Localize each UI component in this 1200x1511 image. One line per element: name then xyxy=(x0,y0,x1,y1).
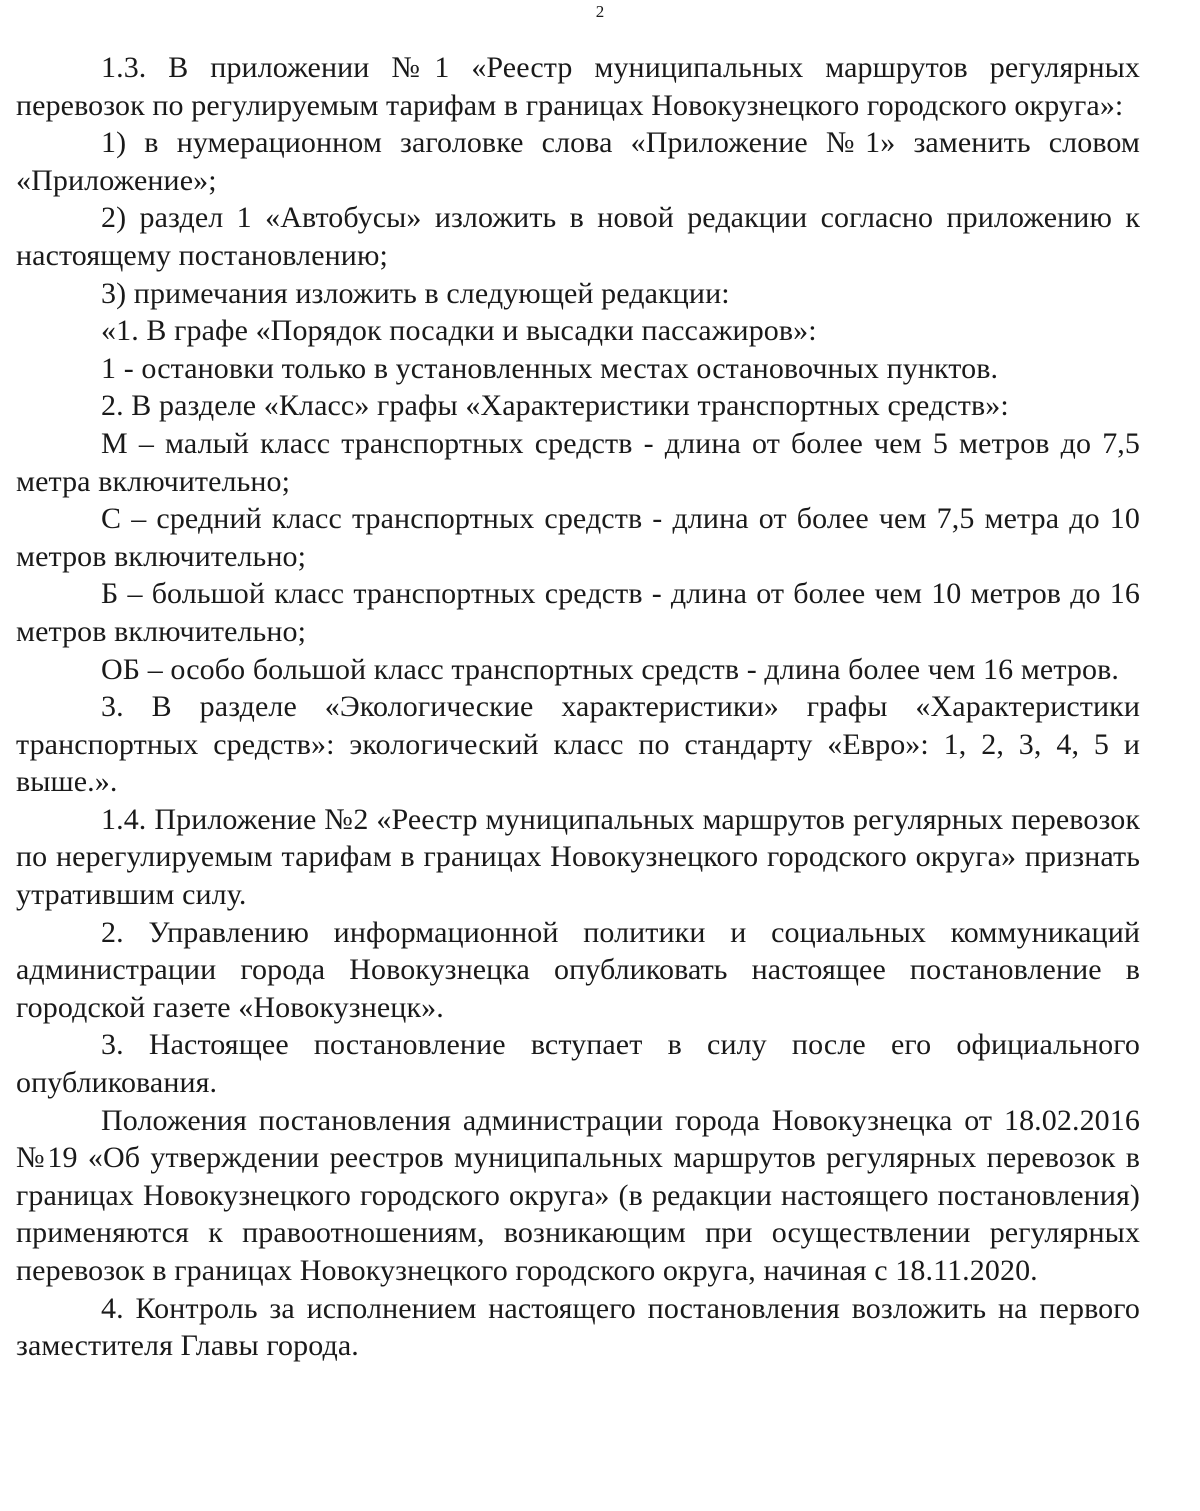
paragraph-item-1: 1) в нумерационном заголовке слова «Приложение №1» заменить словом «Приложение»; xyxy=(16,126,1140,197)
paragraph-class-b: Б – большой класс транспортных средств - длина от более чем 10 метров до 16 метров включительно; xyxy=(16,577,1140,648)
paragraph-item-2: 2) раздел 1 «Автобусы» изложить в новой редакции согласно приложению к настоящему постановлению; xyxy=(16,201,1140,272)
paragraph-note-3: 3. В разделе «Экологические характеристики» графы «Характеристики транспортных средств»: экологический класс по стандарту «Евро»: 1, 2, 3, 4, 5 и выше.». xyxy=(16,690,1140,799)
paragraph-note-1: «1. В графе «Порядок посадки и высадки пассажиров»: xyxy=(101,314,817,348)
paragraph-1-3: 1.3. В приложении №1 «Реестр муниципальных маршрутов регулярных перевозок по регулируемым тарифам в границах Новокузнецкого городского округа»: xyxy=(16,51,1140,122)
paragraph-1-4: 1.4. Приложение №2 «Реестр муниципальных маршрутов регулярных перевозок по нерегулируемым тарифам в границах Новокузнецкого городского округа» признать утратившим силу. xyxy=(16,802,1140,912)
paragraph-class-s: С – средний класс транспортных средств - длина от более чем 7,5 метра до 10 метров включительно; xyxy=(16,502,1140,573)
page-number: 2 xyxy=(595,2,605,21)
paragraph-provisions: Положения постановления администрации города Новокузнецка от 18.02.2016 №19 «Об утверждении реестров муниципальных маршрутов регулярных перевозок в границах Новокузнецкого городского округа» (в редакции настоящего постановления) применяются к правоотношениям, возникающим при осуществлении регулярных перевозок в границах Новокузнецкого городского округа, начиная с 18.11.2020. xyxy=(16,1103,1140,1287)
paragraph-class-m: М – малый класс транспортных средств - длина от более чем 5 метров до 7,5 метра включительно; xyxy=(16,426,1140,498)
paragraph-2: 2. Управлению информационной политики и социальных коммуникаций администрации города Новокузнецка опубликовать настоящее постановление в городской газете «Новокузнецк». xyxy=(16,915,1140,1024)
paragraph-note-1-detail: 1 - остановки только в установленных местах остановочных пунктов. xyxy=(101,351,999,385)
paragraph-note-2: 2. В разделе «Класс» графы «Характеристики транспортных средств»: xyxy=(101,389,1009,423)
paragraph-item-3: 3) примечания изложить в следующей редакции: xyxy=(101,276,730,310)
paragraph-4: 4. Контроль за исполнением настоящего постановления возложить на первого заместителя Главы города. xyxy=(16,1291,1140,1363)
paragraph-3: 3. Настоящее постановление вступает в силу после его официального опубликования. xyxy=(16,1028,1140,1100)
document-body xyxy=(16,49,1140,1365)
paragraph-class-ob: ОБ – особо большой класс транспортных средств - длина более чем 16 метров. xyxy=(101,652,1119,686)
